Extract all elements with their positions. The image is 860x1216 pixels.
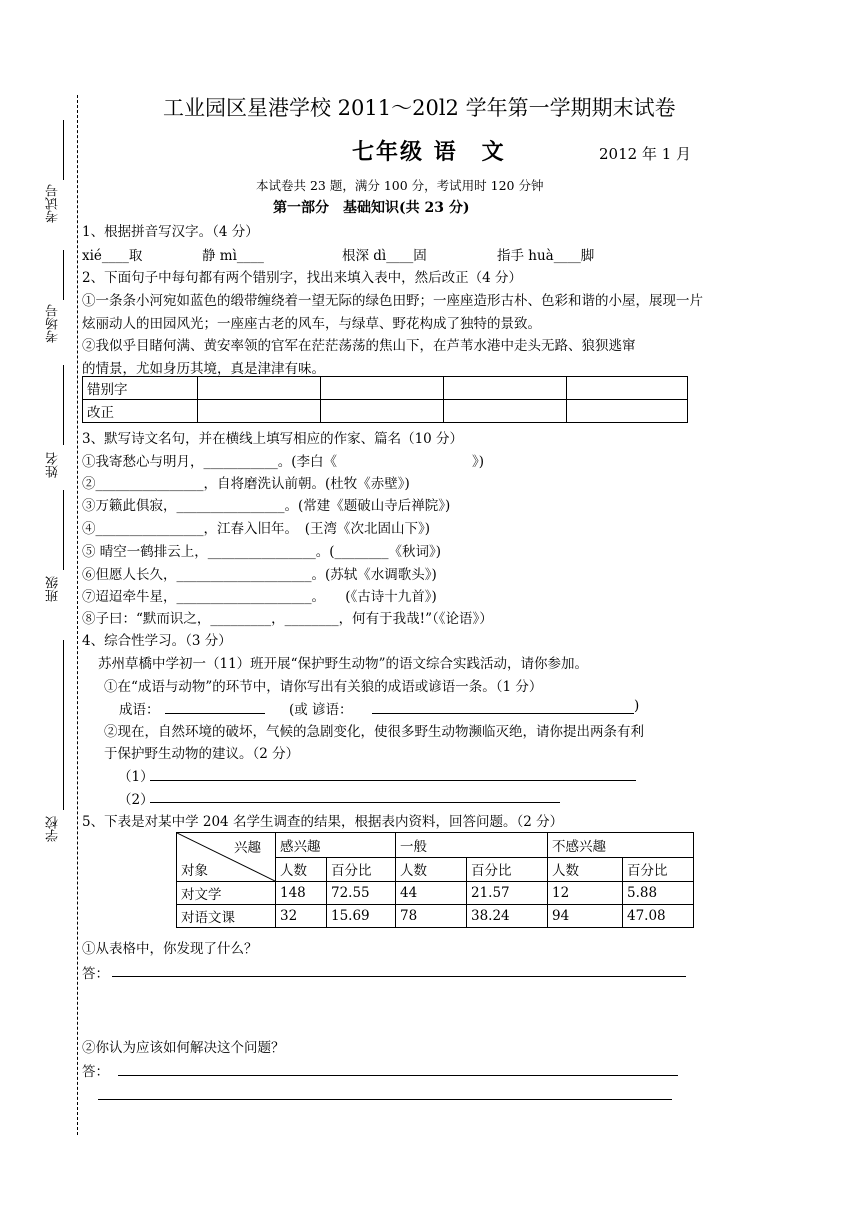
class-label: 班级 [46,576,61,602]
room-label: 考场号 [46,304,61,343]
table-row [177,905,694,928]
q5-answer-2-line[interactable] [118,1075,678,1076]
table-cell: 5.88 [623,882,694,905]
school-line[interactable] [63,640,64,810]
q2-sentence-2b: 的情景，尤如身历其境，真是津津有味。 [82,361,325,377]
q5-ask-2: ②你认为应该如何解决这个问题？ [82,1040,285,1056]
idiom-answer-line[interactable] [165,713,265,714]
survey-table [176,832,694,928]
q1-item-3[interactable]: 根深 dì____固 [342,248,427,264]
exam-date: 2012 年 1 月 [599,145,692,163]
part-title: 第一部分 基础知识(共 23 分) [273,200,470,216]
binding-dashed-line [77,95,78,1135]
exam-info: 本试卷共 23 题，满分 100 分，考试用时 120 分钟 [256,178,544,193]
table-cell: 78 [396,905,467,928]
proverb-label: (或 谚语： [289,702,353,718]
name-line[interactable] [63,365,64,445]
q3-line-7[interactable]: ⑦迢迢牵牛星，____________________。 (《古诗十九首》) [82,589,437,605]
row-label: 对语文课 [177,905,276,928]
q4-sub2b: 于保护野生动物的建议。（2 分） [104,746,300,762]
q3-stem: 3、默写诗文名句，并在横线上填写相应的作家、篇名（10 分） [82,431,464,447]
exam-title: 工业园区星港学校 2011～20l2 学年第一学期期末试卷 [163,96,676,120]
q4-stem: 4、综合性学习。（3 分） [82,633,232,649]
q3-line-3[interactable]: ③万籁此俱寂，________________。(常建《题破山寺后禅院》) [82,498,451,514]
table-row [177,882,694,905]
diagonal-header-cell [177,833,276,882]
sub-header: 人数 [276,857,327,882]
diag-bottom-label: 对象 [181,863,208,879]
group-header: 一般 [396,833,548,858]
q3-line-1[interactable]: ①我寄愁心与明月，___________。(李白《 》) [82,454,485,470]
sub-header: 人数 [548,857,623,882]
exam-no-label: 考试号 [46,184,61,223]
q2-row-label-wrong: 错别字 [83,377,198,400]
table-cell: 21.57 [467,882,548,905]
q2-cell[interactable] [444,400,567,423]
name-label: 姓名 [46,452,61,478]
q2-cell[interactable] [321,400,444,423]
q2-cell[interactable] [198,400,321,423]
suggestion-2-line[interactable] [150,802,560,803]
q2-cell[interactable] [567,377,688,400]
q5-stem: 5、下表是对某中学 204 名学生调查的结果，根据表内资料，回答问题。（2 分） [82,814,564,830]
row-label: 对文学 [177,882,276,905]
table-cell: 72.55 [327,882,396,905]
table-cell: 47.08 [623,905,694,928]
table-cell: 44 [396,882,467,905]
idiom-label: 成语： [119,702,160,718]
q3-line-6[interactable]: ⑥但愿人长久，____________________。(苏轼《水调歌头》) [82,567,437,583]
q2-answer-table [82,376,688,423]
q2-cell[interactable] [444,377,567,400]
q5-answer-1-line[interactable] [112,976,686,977]
q1-item-2[interactable]: 静 mì____ [202,248,264,264]
q2-cell[interactable] [198,377,321,400]
table-cell: 12 [548,882,623,905]
q2-sentence-2a: ②我似乎目睹何满、黄安率领的官军在茫茫荡荡的焦山下，在芦苇水港中走头无路、狼狈逃窜 [82,338,636,354]
q2-cell[interactable] [567,400,688,423]
grade-subject: 七年级 语 文 [352,139,506,165]
proverb-end: ) [634,698,640,714]
proverb-answer-line[interactable] [372,713,634,714]
group-header: 不感兴趣 [548,833,694,858]
q2-cell[interactable] [321,377,444,400]
sub-header: 百分比 [623,857,694,882]
q3-line-4[interactable]: ④________________，江春入旧年。 (王湾《次北固山下》) [82,521,431,537]
q1-stem: 1、根据拼音写汉字。（4 分） [82,224,259,240]
q4-intro: 苏州草橋中学初一（11）班开展“保护野生动物”的语文综合实践活动，请你参加。 [98,656,588,672]
school-label: 学校 [46,816,61,842]
group-header: 感兴趣 [276,833,396,858]
table-cell: 15.69 [327,905,396,928]
sub-header: 百分比 [327,857,396,882]
diag-top-label: 兴趣 [234,840,261,856]
q5-answer-1-label: 答： [82,966,109,982]
table-cell: 32 [276,905,327,928]
class-line[interactable] [63,490,64,570]
q1-item-4[interactable]: 指手 huà____脚 [497,248,595,264]
suggestion-2-label: （2） [118,792,154,808]
q5-ask-1: ①从表格中，你发现了什么？ [82,941,258,957]
exam-no-line[interactable] [63,120,64,180]
q3-line-5[interactable]: ⑤ 晴空一鹤排云上，________________。(________《秋词》) [82,544,442,560]
table-cell: 38.24 [467,905,548,928]
sub-header: 百分比 [467,857,548,882]
q2-row-label-correct: 改正 [83,400,198,423]
sub-header: 人数 [396,857,467,882]
table-cell: 148 [276,882,327,905]
q3-line-2[interactable]: ②________________，自将磨洗认前朝。(杜牧《赤壁》) [82,476,410,492]
suggestion-1-label: （1） [118,769,154,785]
q4-sub1: ①在“成语与动物”的环节中，请你写出有关狼的成语或谚语一条。（1 分） [104,679,543,695]
q2-stem: 2、下面句子中每句都有两个错别字，找出来填入表中，然后改正（4 分） [82,270,522,286]
q2-sentence-1b: 炫丽动人的田园风光；一座座古老的风车，与绿草、野花构成了独特的景致。 [82,316,541,332]
q5-answer-2-label: 答： [82,1064,109,1080]
q2-sentence-1a: ①一条条小河宛如蓝色的缎带缠绕着一望无际的绿色田野；一座座造形古朴、色彩和谐的小屋，展现一片 [82,293,703,309]
q1-item-1[interactable]: xié____取 [82,248,143,264]
room-line[interactable] [63,250,64,300]
q5-answer-2-line-b[interactable] [98,1099,672,1100]
table-cell: 94 [548,905,623,928]
q3-line-8[interactable]: ⑧子曰：“默而识之，_________，________，何有于我哉!”（《论语》） [82,611,493,627]
suggestion-1-line[interactable] [150,780,636,781]
q4-sub2a: ②现在，自然环境的破坏，气候的急剧变化，使很多野生动物濒临灭绝，请你提出两条有利 [104,724,644,740]
